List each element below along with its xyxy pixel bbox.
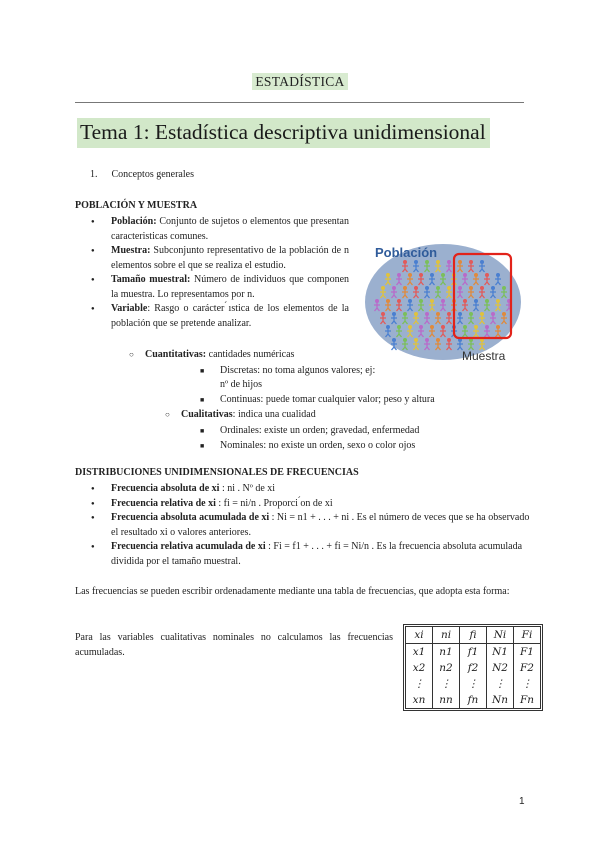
person-figure-head bbox=[436, 312, 440, 316]
person-figure-head bbox=[430, 325, 434, 329]
page-title: Tema 1: Estadística descriptiva unidimensional bbox=[77, 118, 490, 148]
list-item: ● Frecuencia relativa de xi : fi = ni/n . Proporci ́on de xi bbox=[91, 497, 531, 512]
paragraph-intro: Las frecuencias se pueden escribir ordenadamente mediante una tabla de frecuencias, que adopta esta forma: bbox=[75, 586, 510, 597]
table-cell: nn bbox=[433, 692, 460, 708]
person-figure-head bbox=[403, 260, 407, 264]
table-cell: ⋮ bbox=[406, 676, 433, 692]
table-cell: x2 bbox=[406, 660, 433, 676]
table-cell: ⋮ bbox=[521, 678, 533, 690]
person-figure-head bbox=[469, 260, 473, 264]
person-figure-head bbox=[458, 312, 462, 316]
cuantitativas-item: ○ Cuantitativas: cantidades numéricas bbox=[145, 348, 294, 362]
table-cell: Nn bbox=[487, 692, 514, 708]
table-cell: n2 bbox=[433, 660, 460, 676]
person-figure-head bbox=[474, 299, 478, 303]
person-figure-head bbox=[408, 299, 412, 303]
table-cell: Fi bbox=[514, 627, 541, 644]
person-figure-head bbox=[469, 312, 473, 316]
person-figure-head bbox=[485, 325, 489, 329]
ordinales-item: ■ Ordinales: existe un orden; gravedad, enfermedad bbox=[220, 424, 520, 438]
table-cell: xn bbox=[406, 692, 433, 708]
poblacion-heading: POBLACIÓN Y MUESTRA bbox=[75, 200, 198, 211]
person-figure-head bbox=[414, 286, 418, 290]
person-figure-head bbox=[419, 299, 423, 303]
table-row bbox=[406, 644, 540, 661]
person-figure-head bbox=[436, 286, 440, 290]
person-figure-head bbox=[419, 325, 423, 329]
person-figure-head bbox=[463, 299, 467, 303]
section-heading bbox=[90, 169, 194, 180]
person-figure-head bbox=[480, 260, 484, 264]
person-figure-head bbox=[397, 273, 401, 277]
person-figure-head bbox=[436, 260, 440, 264]
table-cell: ⋮ bbox=[433, 676, 460, 692]
continuas-item: ■ Continuas: puede tomar cualquier valor; peso y altura bbox=[220, 393, 520, 407]
person-figure-head bbox=[474, 273, 478, 277]
muestra-label: Muestra bbox=[462, 349, 506, 363]
table-cell: xi bbox=[406, 627, 433, 644]
person-figure-head bbox=[430, 299, 434, 303]
table-cell: F2 bbox=[520, 662, 534, 674]
person-figure-head bbox=[447, 338, 451, 342]
section-label: Conceptos generales bbox=[111, 169, 194, 180]
person-figure-head bbox=[496, 325, 500, 329]
table-cell: ⋮ bbox=[487, 676, 514, 692]
list-item: ● Tamaño muestral: Número de individuos que componen la muestra. Lo representamos por n. bbox=[91, 273, 349, 302]
table-cell: x1 bbox=[406, 644, 433, 661]
person-figure-head bbox=[480, 286, 484, 290]
person-figure-head bbox=[458, 260, 462, 264]
frequency-table bbox=[403, 624, 543, 711]
person-figure-head bbox=[441, 325, 445, 329]
poblacion-list bbox=[91, 215, 349, 331]
population-sample-illustration bbox=[358, 238, 528, 366]
person-figure-head bbox=[458, 286, 462, 290]
table-row bbox=[406, 660, 540, 676]
person-figure-head bbox=[447, 260, 451, 264]
list-item: ● Variable: Rasgo o carácter ́ıstica de los elementos de la población que se pretende analizar. bbox=[91, 302, 349, 331]
person-figure-head bbox=[392, 338, 396, 342]
person-figure-head bbox=[485, 299, 489, 303]
table-cell: ni bbox=[433, 627, 460, 644]
table-cell: fi bbox=[460, 627, 487, 644]
discretas-item: ■ Discretas: no toma algunos valores; ej: nº de hijos bbox=[220, 364, 385, 392]
person-figure-head bbox=[403, 338, 407, 342]
person-figure-head bbox=[381, 286, 385, 290]
person-figure-head bbox=[414, 312, 418, 316]
person-figure-head bbox=[414, 260, 418, 264]
header-divider bbox=[75, 102, 524, 103]
person-figure-head bbox=[502, 312, 506, 316]
person-figure-head bbox=[397, 299, 401, 303]
table-cell: fn bbox=[460, 692, 487, 708]
person-figure-head bbox=[491, 286, 495, 290]
person-figure-head bbox=[441, 299, 445, 303]
table-cell: F1 bbox=[520, 646, 534, 658]
subject-header: ESTADÍSTICA bbox=[0, 73, 600, 91]
list-item: ● Frecuencia relativa acumulada de xi : Fi = f1 + . . . + fi = Ni/n . Es la frecuencia absoluta acumulada dividida por el tamaño muestral. bbox=[91, 540, 531, 569]
poblacion-label: Población bbox=[375, 245, 438, 260]
person-figure-head bbox=[386, 299, 390, 303]
list-item: ● Frecuencia absoluta acumulada de xi : Ni = n1 + . . . + ni . Es el número de veces que se ha observado el resultado xi o valores anteriores. bbox=[91, 511, 531, 540]
person-figure-head bbox=[386, 325, 390, 329]
section-number: 1. bbox=[90, 169, 98, 180]
distribuciones-list bbox=[91, 482, 531, 569]
person-figure-head bbox=[414, 338, 418, 342]
table-row bbox=[406, 676, 540, 692]
person-figure-head bbox=[447, 286, 451, 290]
table-cell: N2 bbox=[487, 660, 514, 676]
person-figure-head bbox=[463, 273, 467, 277]
person-figure-head bbox=[381, 312, 385, 316]
person-figure-head bbox=[425, 286, 429, 290]
table-cell: n1 bbox=[433, 644, 460, 661]
person-figure-head bbox=[469, 286, 473, 290]
nominales-item: ■ Nominales: no existe un orden, sexo o color ojos bbox=[220, 439, 520, 453]
person-figure-head bbox=[474, 325, 478, 329]
person-figure-head bbox=[392, 286, 396, 290]
person-figure-head bbox=[403, 286, 407, 290]
person-figure-head bbox=[502, 286, 506, 290]
table-cell: Ni bbox=[487, 627, 514, 644]
table-header-row bbox=[406, 627, 540, 644]
list-item: ● Población: Conjunto de sujetos o elementos que presentan caracteristicas comunes. bbox=[91, 215, 349, 244]
person-figure-head bbox=[480, 312, 484, 316]
distribuciones-heading: DISTRIBUCIONES UNIDIMENSIONALES DE FRECUENCIAS bbox=[75, 467, 359, 478]
person-figure-head bbox=[491, 312, 495, 316]
person-figure-head bbox=[496, 299, 500, 303]
table-cell: ⋮ bbox=[460, 676, 487, 692]
person-figure-head bbox=[392, 312, 396, 316]
person-figure-head bbox=[425, 312, 429, 316]
person-figure-head bbox=[463, 325, 467, 329]
table-cell: N1 bbox=[487, 644, 514, 661]
person-figure-head bbox=[430, 273, 434, 277]
table-cell: Fn bbox=[519, 694, 535, 706]
table-cell: f2 bbox=[460, 660, 487, 676]
person-figure-head bbox=[408, 273, 412, 277]
person-figure-head bbox=[425, 260, 429, 264]
person-figure-head bbox=[496, 273, 500, 277]
person-figure-head bbox=[408, 325, 412, 329]
person-figure-head bbox=[419, 273, 423, 277]
person-figure-head bbox=[436, 338, 440, 342]
person-figure-head bbox=[397, 325, 401, 329]
person-figure-head bbox=[485, 273, 489, 277]
paragraph-nominales: Para las variables cualitativas nominales no calculamos las frecuencias acumuladas. bbox=[75, 632, 393, 658]
person-figure-head bbox=[375, 299, 379, 303]
table-row bbox=[406, 692, 540, 708]
list-item: ● Frecuencia absoluta de xi : ni . Nº de xi bbox=[91, 482, 531, 497]
person-figure-head bbox=[441, 273, 445, 277]
table-cell: f1 bbox=[460, 644, 487, 661]
cualitativas-item: ○ Cualitativas: indica una cualidad bbox=[181, 408, 316, 422]
person-figure-head bbox=[386, 273, 390, 277]
list-item: ● Muestra: Subconjunto representativo de la población de n elementos sobre el que se realiza el estudio. bbox=[91, 244, 349, 273]
person-figure-head bbox=[425, 338, 429, 342]
person-figure-head bbox=[403, 312, 407, 316]
person-figure-head bbox=[447, 312, 451, 316]
page-number: 1 bbox=[519, 796, 525, 807]
